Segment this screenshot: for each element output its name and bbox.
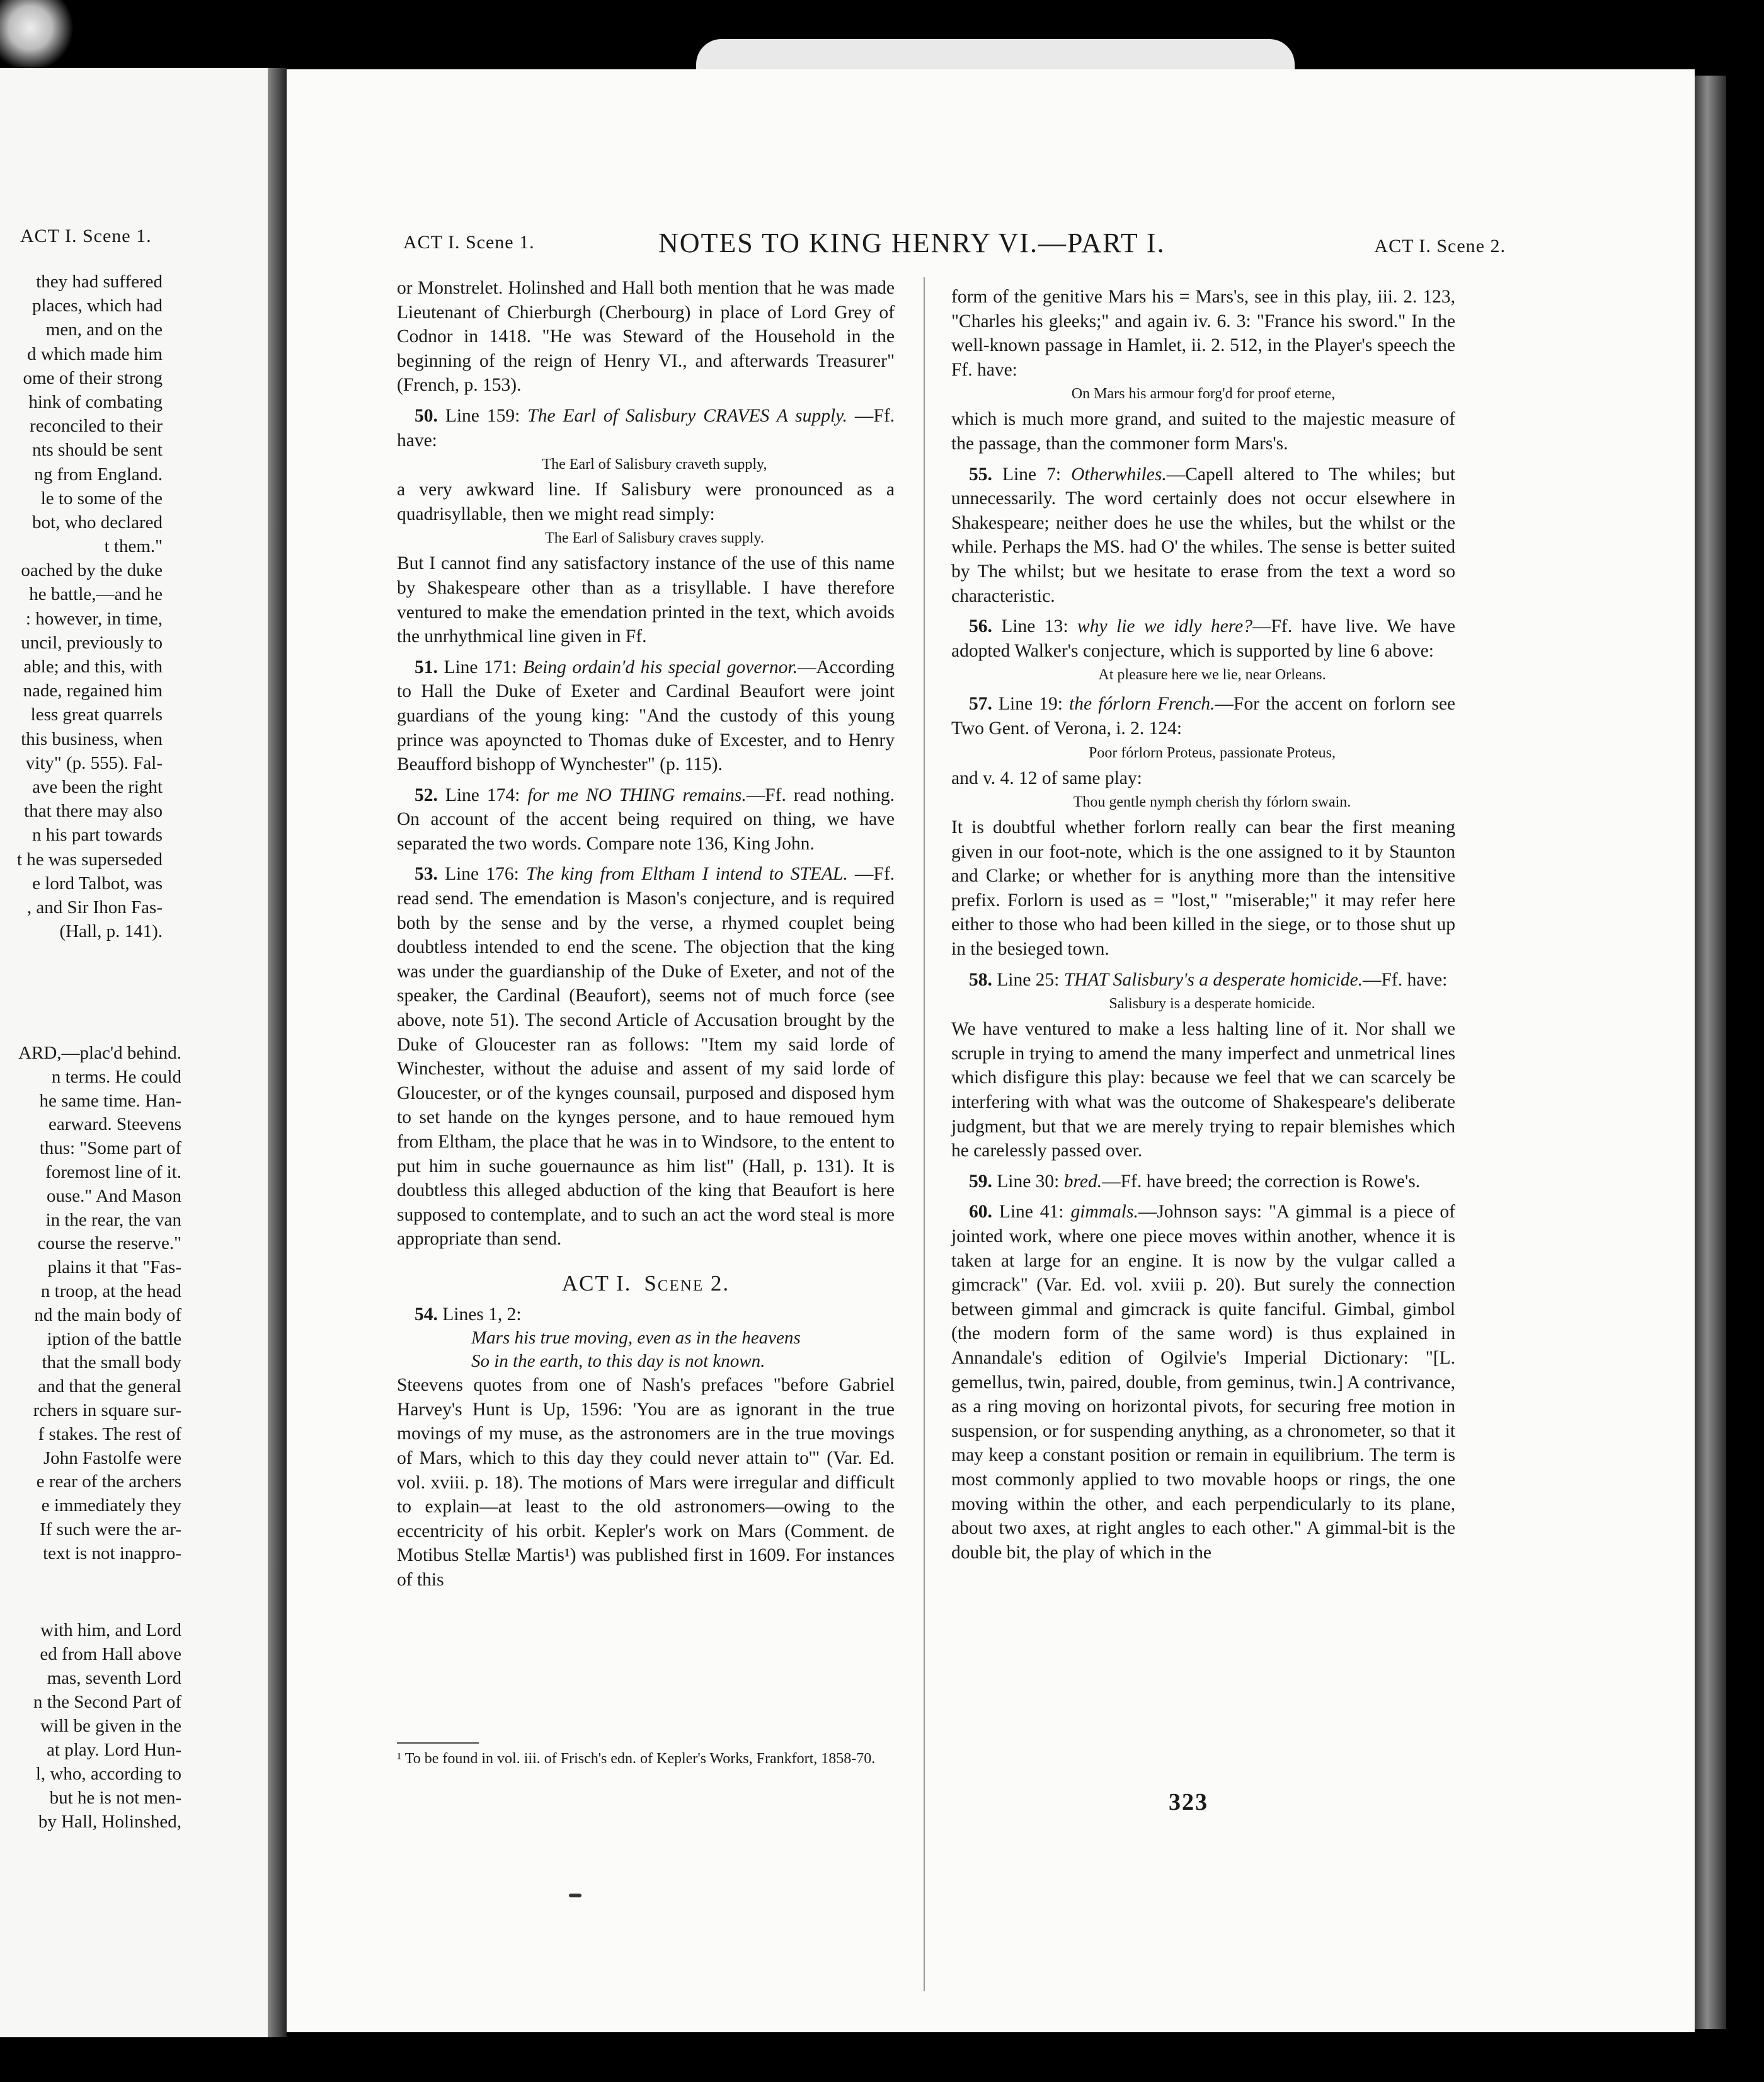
facing-page-line: that there may also — [24, 801, 163, 822]
facing-page-line: course the reserve." — [37, 1233, 181, 1254]
note-text: —Ff. read send. The emendation is Mason's conjecture, and is required both by the sense and by the verse, a rhymed couplet being doubtless intended to end the scene. The objection that the king was under the guardianship of the Duke of Exeter, and not of the speaker, the Cardinal (Beaufort), seems not of much force (see above, note 51). The second Article of Accusation brought by the Duke of Gloucester ran as follows: "Item my said lorde of Winchester, without the aduise and assent of my said lorde of Gloucester, or of the kynges counsail, purposed and disposed hym to set hande on the kynges persone, and to haue remoued hym from Eltham, the place that he was in to Windsore, to the entent to put him in suche gouernaunce as him list" (Hall, p. 131). It is doubtless this alleged abduction of the king that Beaufort is here supposed to contemplate, and to such an act the word steal is more appropriate than send. — [397, 864, 895, 1250]
verse-line: Mars his true moving, even as in the heavens — [471, 1328, 801, 1349]
page-edge — [1695, 76, 1726, 2029]
facing-page-line: thus: "Some part of — [39, 1138, 181, 1159]
note-text: a very awkward line. If Salisbury were pronounced as a quadrisyllable, then we might read simply: — [397, 480, 895, 524]
facing-page-line: nts should be sent — [32, 440, 163, 461]
book-gutter — [268, 68, 287, 2037]
note-text: —Ff. have breed; the correction is Rowe's. — [1102, 1171, 1421, 1192]
note-lemma: why lie we idly here? — [1077, 616, 1252, 637]
facing-page-line: oached by the duke — [21, 560, 163, 581]
note-line-ref: Line 174: — [445, 785, 520, 805]
facing-page-line: vity" (p. 555). Fal- — [25, 752, 163, 773]
facing-page-line: he same time. Han- — [39, 1090, 181, 1111]
facing-page-line: and that the general — [38, 1376, 181, 1397]
page-title: NOTES TO KING HENRY VI.—PART I. — [658, 227, 1166, 258]
facing-page-line: , and Sir Ihon Fas- — [26, 897, 163, 917]
facing-page-line: t them." — [104, 536, 163, 557]
note-text: Steevens quotes from one of Nash's prefaces "before Gabriel Harvey's Hunt is Up, 1596: 'You are as ignorant in the true movings of my muse, as the astronomers are in the true movings of Mars, which to this day they could never attain to'" (Var. Ed. vol. xviii. p. 18). The motions of Mars were irregular and difficult to explain—at least to the old astronomers—owing to the eccentricity of his orbit. Kepler's work on Mars (Comment. de Motibus Stellæ Martis¹) was published first in 1609. For instances of this — [397, 1375, 895, 1590]
footnote-rule — [397, 1742, 479, 1744]
note-57 — [951, 692, 1455, 961]
note-lemma: for me NO THING remains. — [527, 785, 747, 805]
facing-page-line: foremost line of it. — [45, 1161, 181, 1182]
facing-page-line: plains it that "Fas- — [47, 1257, 181, 1278]
block-quote: The Earl of Salisbury craveth supply, — [542, 456, 767, 473]
facing-page-line: le to some of the — [40, 488, 163, 509]
facing-page-line: n his part towards — [32, 825, 163, 846]
note-55 — [951, 463, 1455, 609]
note-lemma: The Earl of Salisbury CRAVES A supply. — [527, 405, 847, 426]
column-rule — [924, 277, 925, 1991]
note-text: and v. 4. 12 of same play: — [951, 768, 1142, 788]
facing-page-line: f stakes. The rest of — [38, 1423, 181, 1444]
note-lemma: The king from Eltham I intend to STEAL. — [525, 864, 848, 885]
note-number: 51. — [415, 657, 438, 677]
block-quote: Poor fórlorn Proteus, passionate Proteus, — [1089, 744, 1336, 761]
block-quote: Thou gentle nymph cherish thy fórlorn swain. — [1073, 794, 1351, 811]
facing-page-line: men, and on the — [45, 319, 163, 340]
note-text: —Ff. have live. We have adopted Walker's conjecture, which is supported by line 6 above: — [951, 616, 1455, 661]
facing-page-line: iption of the battle — [47, 1328, 181, 1349]
facing-page-line: this business, when — [21, 728, 163, 749]
note-line-ref: Lines 1, 2: — [442, 1304, 522, 1325]
facing-page-line: rchers in square sur- — [33, 1400, 181, 1420]
note-58 — [951, 968, 1455, 1163]
facing-page-text-bottom — [0, 1618, 181, 1834]
note-51 — [397, 655, 895, 777]
note-number: 50. — [415, 405, 438, 426]
facing-page-line: nade, regained him — [23, 681, 163, 701]
note-number: 59. — [969, 1171, 992, 1192]
facing-page-line: but he is not men- — [49, 1788, 181, 1808]
facing-page-line: ome of their strong — [23, 367, 163, 388]
facing-page-line: that the small body — [42, 1352, 181, 1373]
facing-page-line: e immediately they — [41, 1495, 181, 1516]
note-50 — [397, 404, 895, 649]
note-line-ref: Line 159: — [445, 405, 520, 426]
note-line-ref: Line 30: — [997, 1171, 1060, 1192]
facing-page-line: reconciled to their — [30, 416, 163, 437]
note-text: —Ff. read nothing. On account of the accent being required on thing, we have separated the two words. Compare note 136, King John. — [397, 785, 895, 854]
right-column — [951, 285, 1455, 1571]
facing-page-line: John Fastolfe were — [43, 1447, 181, 1468]
paragraph-text: form of the genitive Mars his = Mars's, see in this play, iii. 2. 123, "Charles his gleeks;" and again iv. 6. 3: "France his sword." In the well-known passage in Hamlet, ii. 2. 512, in the Player's speech the Ff. have: — [951, 287, 1455, 380]
note-number: 55. — [969, 464, 992, 485]
facing-page-line: uncil, previously to — [21, 632, 163, 653]
note-56 — [951, 614, 1455, 686]
verse-line: So in the earth, to this day is not known. — [471, 1351, 765, 1372]
block-quote: Salisbury is a desperate homicide. — [1109, 996, 1315, 1013]
footnote: ¹ To be found in vol. iii. of Frisch's edn. of Kepler's Works, Frankfort, 1858-70. — [397, 1751, 876, 1767]
note-line-ref: Line 19: — [999, 694, 1063, 715]
facing-page-line: n terms. He could — [51, 1066, 181, 1087]
facing-page-line: less great quarrels — [30, 705, 163, 725]
facing-page-line: ave been the right — [32, 776, 163, 797]
note-52 — [397, 783, 895, 856]
note-line-ref: Line 176: — [445, 864, 519, 885]
note-text: But I cannot find any satisfactory instance of the use of this name by Shakespeare other than as a trisyllable. I have therefore ventured to make the emendation printed in the text, which avoids the unrhythmical line given in Ff. — [397, 553, 895, 647]
facing-page-line: e rear of the archers — [36, 1471, 181, 1492]
facing-page-line: with him, and Lord — [40, 1620, 181, 1640]
note-text: —For the accent on forlorn see Two Gent. of Verona, i. 2. 124: — [951, 694, 1456, 739]
facing-page — [0, 68, 272, 2037]
note-text: It is doubtful whether forlorn really can bear the first meaning given in our foot-note, which is the one assigned to it by Staunton and Clarke; or whether for is anything more than the intensitive prefix. Forlorn is used as = "lost," "miserable;" it may refer here either to those who had been killed in the siege, or to those shut up in the besieged town. — [951, 817, 1455, 960]
facing-page-line: ouse." And Mason — [46, 1185, 181, 1206]
facing-page-header: ACT I. Scene 1. — [20, 226, 152, 246]
facing-page-line: e lord Talbot, was — [32, 873, 163, 894]
page-number: 323 — [1169, 1789, 1208, 1815]
facing-page-line: he battle,—and he — [29, 584, 163, 605]
facing-page-line: they had suffered — [36, 272, 163, 292]
facing-page-line: at play. Lord Hun- — [47, 1740, 181, 1760]
note-number: 56. — [969, 616, 992, 637]
note-line-ref: Line 7: — [1002, 464, 1062, 485]
block-quote: At pleasure here we lie, near Orleans. — [1098, 667, 1326, 684]
note-lemma: Otherwhiles. — [1071, 464, 1167, 485]
block-quote: The Earl of Salisbury craves supply. — [545, 530, 764, 547]
note-lemma: THAT Salisbury's a desperate homicide. — [1063, 969, 1363, 990]
facing-page-line: text is not inappro- — [43, 1543, 181, 1563]
scene-heading-scene: Scene 2. — [644, 1270, 730, 1296]
note-53 — [397, 862, 895, 1251]
note-lemma: gimmals. — [1070, 1202, 1138, 1222]
facing-page-line: If such were the ar- — [40, 1519, 181, 1539]
paragraph — [951, 285, 1455, 456]
paragraph: or Monstrelet. Holinshed and Hall both mention that he was made Lieutenant of Chierburgh (Cherbourg) in place of Lord Grey of Codnor in 1418. "He was Steward of the Household in the beginning of the reign of Henry VI., and afterwards Treasurer" (French, p. 153). — [397, 278, 895, 396]
note-line-ref: Line 25: — [997, 969, 1060, 990]
note-number: 60. — [969, 1202, 992, 1222]
note-number: 58. — [969, 969, 992, 990]
facing-page-line: t he was superseded — [16, 849, 163, 870]
facing-page-text-middle — [0, 1042, 181, 1566]
facing-page-line: : however, in time, — [25, 608, 163, 629]
facing-page-line: places, which had — [32, 296, 163, 316]
note-line-ref: Line 171: — [444, 657, 517, 677]
facing-page-line: hink of combating — [28, 391, 163, 412]
note-line-ref: Line 13: — [1001, 616, 1068, 637]
facing-page-line: mas, seventh Lord — [47, 1668, 181, 1688]
note-60 — [951, 1200, 1455, 1565]
facing-page-line: d which made him — [26, 343, 163, 364]
note-59 — [951, 1170, 1455, 1194]
note-54 — [397, 1303, 895, 1592]
facing-page-line: earward. Steevens — [49, 1114, 181, 1135]
facing-page-line: n troop, at the head — [40, 1280, 181, 1301]
note-number: 53. — [415, 864, 438, 885]
note-number: 52. — [415, 785, 438, 805]
paragraph-text: which is much more grand, and suited to the majestic measure of the passage, than the commoner form Mars's. — [951, 409, 1455, 454]
scene-heading — [397, 1272, 895, 1296]
note-lemma: bred. — [1063, 1171, 1102, 1192]
facing-page-line: bot, who declared — [32, 512, 163, 532]
facing-page-line: in the rear, the van — [45, 1209, 181, 1230]
scan-speck — [569, 1894, 581, 1897]
facing-page-line: ARD,—plac'd behind. — [18, 1043, 181, 1063]
facing-page-line: will be given in the — [40, 1716, 181, 1736]
facing-page-line: ed from Hall above — [40, 1644, 181, 1664]
note-text: —According to Hall the Duke of Exeter and Cardinal Beaufort were joint guardians of the young king: "And the custody of this young prince was apoyncted to Thomas duke of Excester, and to Henry Beaufford bishopp of Wynchester" (p. 115). — [397, 657, 895, 775]
scene-heading-act: ACT I. — [561, 1270, 632, 1296]
note-number: 54. — [415, 1304, 438, 1325]
note-text: —Johnson says: "A gimmal is a piece of jointed work, where one piece moves within another, whence it is taken at large for an engine. It is now by the vulgar called a gimcrack" (Var. Ed. vol. xviii p. 20). But surely the connection between gimmal and gimcrack is quite fanciful. Gimbal, gimbol (the modern form of the same word) is thus explained in Annandale's edition of Ogilvie's Imperial Dictionary: "[L. gemellus, twin, paired, double, from geminus, twin.] A contrivance, as a ring moving on horizontal pivots, for securing free motion in suspension, or for suspending anything, as a chronometer, so that it may keep a constant position or remain in equilibrium. The term is most commonly applied to two movable hoops or rings, the one moving within the other, and each perpendicularly to its plane, about two axes, at right angles to each other." A gimmal-bit is the double bit, the play of which in the — [951, 1202, 1455, 1563]
running-head — [403, 227, 1506, 265]
facing-page-line: ng from England. — [34, 464, 163, 485]
left-column — [397, 276, 895, 1599]
note-text: —Ff. have: — [1362, 969, 1448, 990]
running-head-left: ACT I. Scene 1. — [403, 232, 535, 253]
facing-page-line: by Hall, Holinshed, — [38, 1812, 181, 1832]
facing-page-line: n the Second Part of — [33, 1692, 181, 1712]
note-lemma: the fórlorn French. — [1069, 694, 1215, 715]
facing-page-line: (Hall, p. 141). — [59, 921, 163, 942]
facing-page-line: nd the main body of — [34, 1304, 181, 1325]
note-text: —Ff. have: — [397, 405, 895, 451]
running-head-right: ACT I. Scene 2. — [1374, 236, 1506, 256]
facing-page-line: able; and this, with — [23, 657, 163, 677]
note-number: 57. — [969, 694, 992, 715]
facing-page-text-top — [0, 270, 163, 943]
note-lemma: Being ordain'd his special governor. — [523, 657, 798, 677]
block-quote: On Mars his armour forg'd for proof eterne, — [1071, 386, 1336, 403]
facing-page-line: l, who, according to — [35, 1764, 181, 1784]
note-text: We have ventured to make a less halting line of it. Nor shall we scruple in trying to amend the many imperfect and unmetrical lines which disfigure this play: because we feel that we can scarcely be interfering with what was the outcome of Shakespeare's deliberate judgment, but that we are merely trying to repair blemishes which he carelessly passed over. — [951, 1019, 1455, 1161]
note-text: —Capell altered to The whiles; but unnecessarily. The word certainly does not occur elsewhere in Shakespeare; neither does he use the whiles, but the whilst or the while. Perhaps the MS. had O' the whiles. The sense is better suited by The whilst; but we hesitate to erase from the text a word so characteristic. — [951, 464, 1455, 606]
note-line-ref: Line 41: — [999, 1202, 1064, 1222]
scan-corner-artifact — [0, 0, 76, 69]
